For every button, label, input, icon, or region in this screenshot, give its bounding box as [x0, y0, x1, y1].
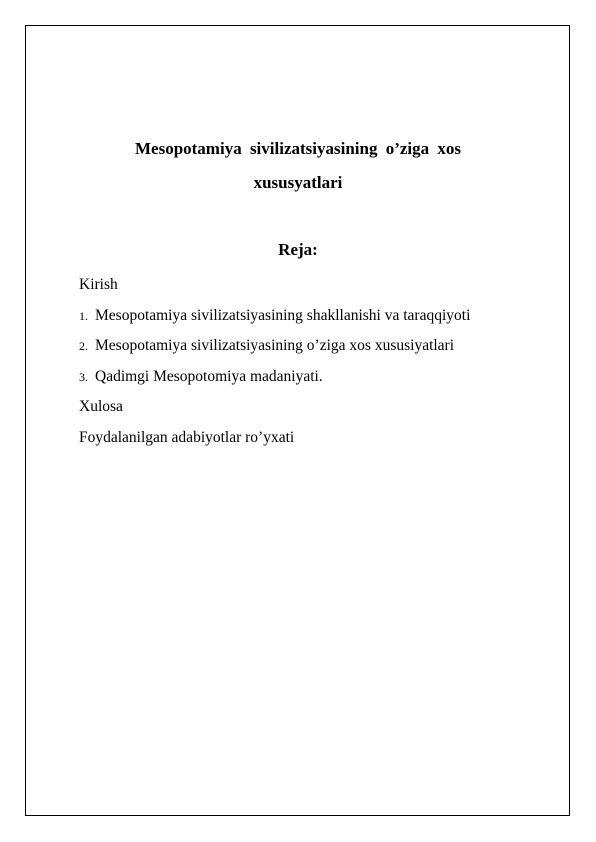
document-title-line-2: xususyatlari: [253, 173, 343, 192]
plan-heading: Reja:: [278, 240, 318, 259]
plan-item-text: Mesopotamiya sivilizatsiyasining o’ziga xos xususiyatlari: [95, 337, 455, 354]
plan-intro: Kirish: [79, 276, 118, 293]
plan-item: [79, 366, 470, 397]
plan-list: [79, 274, 470, 457]
plan-item-number: 3.: [79, 369, 88, 384]
plan-item-text: Qadimgi Mesopotomiya madaniyati.: [95, 367, 323, 385]
plan-references: Foydalanilgan adabiyotlar ro’yxati: [79, 428, 295, 446]
plan-item: [79, 305, 470, 336]
document-title-line-1: Mesopotamiya sivilizatsiyasining o’ziga xos: [134, 139, 462, 158]
plan-conclusion: Xulosa: [79, 398, 123, 415]
plan-item-text: Mesopotamiya sivilizatsiyasining shakllanishi va taraqqiyoti: [95, 306, 471, 324]
plan-item-number: 2.: [79, 339, 88, 353]
plan-item: [79, 335, 470, 366]
plan-item-number: 1.: [79, 308, 88, 323]
